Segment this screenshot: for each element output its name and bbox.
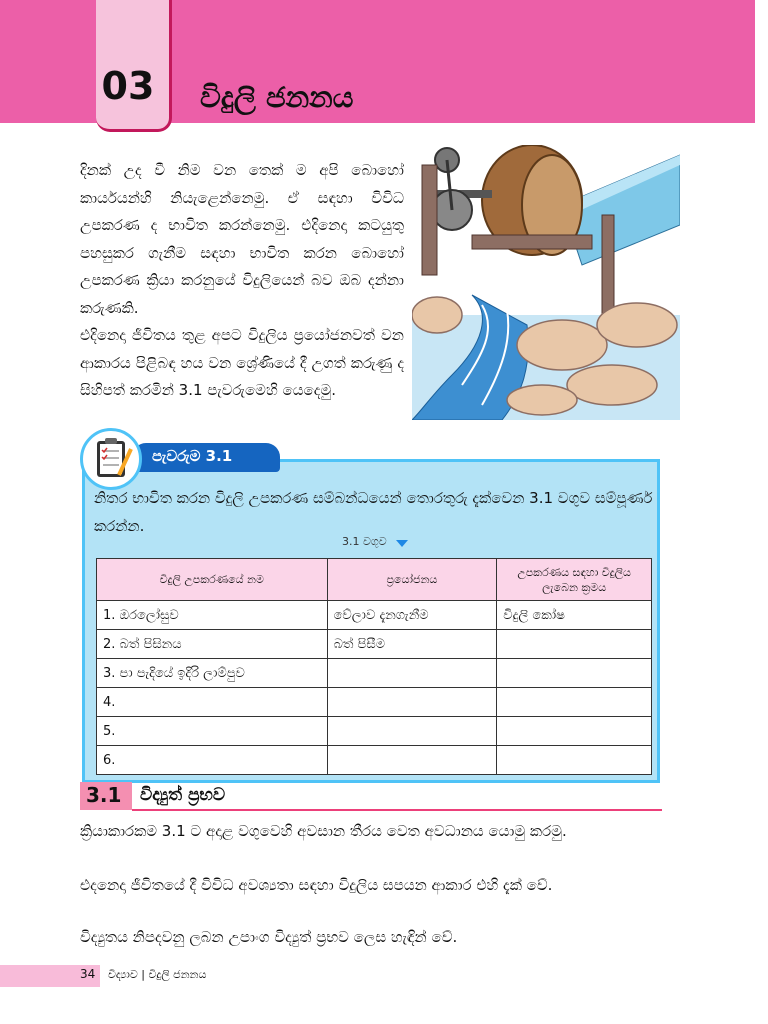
section-paragraph-3: විද්‍යුතය නිපදවනු ලබන උපාංග විද්‍යුත් ප්‍රභව ලෙස හැඳින් වේ.	[80, 928, 458, 946]
table-cell: 2. බත් පිසිනය	[97, 630, 328, 659]
table-header-row	[97, 559, 652, 601]
table-cell: 4.	[97, 688, 328, 717]
appliance-table	[96, 558, 652, 775]
table-cell: විදුලි කෝෂ	[497, 601, 652, 630]
table-cell: වේලාව දැනගැනීම	[327, 601, 497, 630]
water-wheel-illustration	[412, 145, 680, 420]
section-paragraph-2: එදනෙදා ජීවිතයේ දී විවිධ අවශ්‍යතා සඳහා විදුලිය සපයන ආකාර එහි දැක් වේ.	[80, 876, 553, 894]
table-cell	[327, 688, 497, 717]
table-cell	[497, 717, 652, 746]
caption-down-arrow-icon	[396, 540, 408, 547]
section-number: 3.1	[86, 783, 122, 807]
table-cell	[327, 717, 497, 746]
table-cell: බත් පිසීම	[327, 630, 497, 659]
table-cell	[327, 746, 497, 775]
table-cell	[327, 659, 497, 688]
table-cell	[497, 630, 652, 659]
table-row	[97, 601, 652, 630]
table-row	[97, 746, 652, 775]
clipboard-checklist-icon	[80, 428, 142, 490]
table-header-cell: උපකරණය සඳහා විදුලිය ලැබෙන ක්‍රමය	[497, 559, 652, 601]
table-caption: 3.1 වගුව	[342, 535, 387, 548]
table-cell	[497, 746, 652, 775]
section-divider	[132, 809, 662, 811]
page-number: 34	[80, 967, 96, 981]
table-cell	[497, 688, 652, 717]
table-row	[97, 630, 652, 659]
table-row	[97, 688, 652, 717]
table-header-cell: විදුලි උපකරණයේ නම	[97, 559, 328, 601]
table-row	[97, 659, 652, 688]
table-cell: 5.	[97, 717, 328, 746]
table-row	[97, 717, 652, 746]
table-cell	[497, 659, 652, 688]
table-cell: 6.	[97, 746, 328, 775]
table-cell: 1. ඔරලෝසුව	[97, 601, 328, 630]
intro-paragraph-1: දිනක් උද වී නිම වන තෙක් ම අපි බොහෝ කාර්යයන්හි නියැළෙන්නෙමු. ඒ සඳහා විවිධ උපකරණ ද භාවිත කරන්නෙමු. එදිනෙදා කටයුතු පහසුකර ගැනීම සඳහා භාවිත කරන බොහෝ උපකරණ ක්‍රියා කරනුයේ විදුලියෙන් බව ඔබ දන්නා කරුණකි.	[80, 161, 404, 317]
table-header-cell: ප්‍රයෝජනය	[327, 559, 497, 601]
table-cell: 3. පා පැදියේ ඉදිරි ලාම්පුව	[97, 659, 328, 688]
activity-instruction: නිතර භාවිත කරන විදුලි උපකරණ සම්බන්ධයෙන් තොරතුරු දැක්වෙන 3.1 වගුව සම්පූර්ණ කරන්න.	[94, 489, 653, 535]
section-paragraph-1: ක්‍රියාකාරකම 3.1 ට අදාළ වගුවෙහි අවසාන තීරය වෙත අවධානය යොමු කරමු.	[80, 822, 567, 840]
section-title: විද්‍යුත් ප්‍රභව	[140, 785, 226, 805]
activity-label: පැවරුම 3.1	[152, 447, 233, 465]
chapter-title: විදුලි ජනනය	[200, 80, 354, 114]
footer-running-title: විද්‍යාව | විදුලි ජනනය	[108, 968, 207, 981]
chapter-number: 03	[101, 64, 155, 108]
intro-paragraph-2: එදිනෙදා ජීවිතය තුළ අපට විදුලිය ප්‍රයෝජනවත් වන ආකාරය පිළිබඳ හය වන ශ්‍රේණියේ දී උගත් කරුණු ද සිහිපත් කරමින් 3.1 පැවරුමෙහි යෙදෙමු.	[80, 326, 404, 399]
